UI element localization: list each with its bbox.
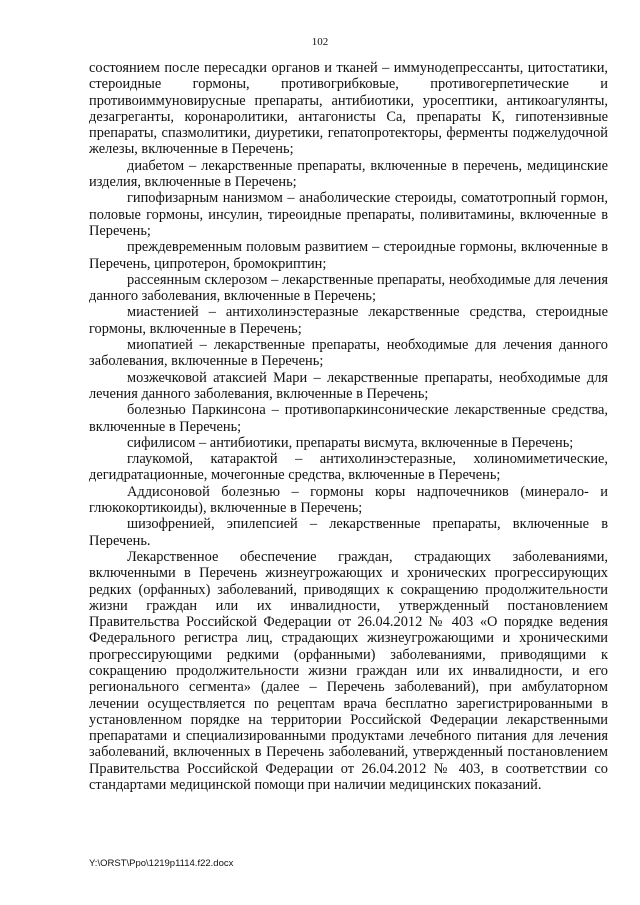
footer-file-path: Y:\ORST\Ppo\1219p1114.f22.docx <box>89 858 234 869</box>
paragraph-diabetes: диабетом – лекарственные препараты, включенные в перечень, медицинские изделия, включенные в Перечень; <box>89 157 608 191</box>
paragraph-myopathy: миопатией – лекарственные препараты, необходимые для лечения данного заболевания, включенные в Перечень; <box>89 337 608 370</box>
paragraph-schizophrenia: шизофренией, эпилепсией – лекарственные препараты, включенные в Перечень. <box>89 516 608 549</box>
paragraph-syphilis: сифилисом – антибиотики, препараты висмута, включенные в Перечень; <box>127 434 574 451</box>
document-body <box>89 60 608 793</box>
paragraph-parkinson: болезнью Паркинсона – противопаркинсонические лекарственные средства, включенные в Перечень; <box>89 402 608 435</box>
paragraph-myasthenia: миастенией – антихолинэстеразные лекарственные средства, стероидные гормоны, включенные в Перечень; <box>89 304 608 337</box>
paragraph-ataxia: мозжечковой атаксией Мари – лекарственные препараты, необходимые для лечения данного заболевания, включенные в Перечень; <box>89 369 608 402</box>
paragraph-orphan-diseases: Лекарственное обеспечение граждан, страдающих заболеваниями, включенными в Перечень жизнеугрожающих и хронических прогрессирующих редких (орфанных) заболеваний, приводящих к сокращению продолжительности жизни граждан или их инвалидности, утвержденный постановлением Правительства Российской Федерации от 26.04.2012 № 403 «О порядке ведения Федерального регистра лиц, страдающих жизнеугрожающими и хроническими прогрессирующими редкими (орфанными) заболеваниями, приводящими к сокращению продолжительности жизни граждан или их инвалидности, и его регионального сегмента» (далее – Перечень заболеваний), при амбулаторном лечении осуществляется по рецептам врача бесплатно зарегистрированными в установленном порядке на территории Российской Федерации лекарственными препаратами и специализированными продуктами лечебного питания для лечения заболеваний, включенных в Перечень заболеваний, утвержденный постановлением Правительства Российской Федерации от 26.04.2012 № 403, в соответствии со стандартами медицинской помощи при наличии медицинских показаний. <box>89 548 608 794</box>
paragraph-nanism: гипофизарным нанизмом – анаболические стероиды, соматотропный гормон, половые гормоны, инсулин, тиреоидные препараты, поливитамины, включенные в Перечень; <box>89 190 608 239</box>
paragraph-transplant: состоянием после пересадки органов и тканей – иммунодепрессанты, цитостатики, стероидные гормоны, противогрибковые, противогерпетические и противоиммуновирусные препараты, антибиотики, уросептики, антикоагулянты, дезагреганты, коронаролитики, антагонисты Са, препараты К, гипотензивные препараты, спазмолитики, диуретики, гепатопротекторы, ферменты поджелудочной железы, включенные в Перечень; <box>89 60 608 158</box>
paragraph-glaucoma: глаукомой, катарактой – антихолинэстеразные, холиномиметические, дегидратационные, мочегонные средства, включенные в Перечень; <box>89 451 608 484</box>
paragraph-addison: Аддисоновой болезнью – гормоны коры надпочечников (минерало- и глюкокортикоиды), включенные в Перечень; <box>89 483 608 517</box>
paragraph-puberty: преждевременным половым развитием – стероидные гормоны, включенные в Перечень, ципротерон, бромокриптин; <box>89 239 608 272</box>
page-number: 102 <box>311 36 329 48</box>
paragraph-sclerosis: рассеянным склерозом – лекарственные препараты, необходимые для лечения данного заболевания, включенные в Перечень; <box>89 271 608 305</box>
